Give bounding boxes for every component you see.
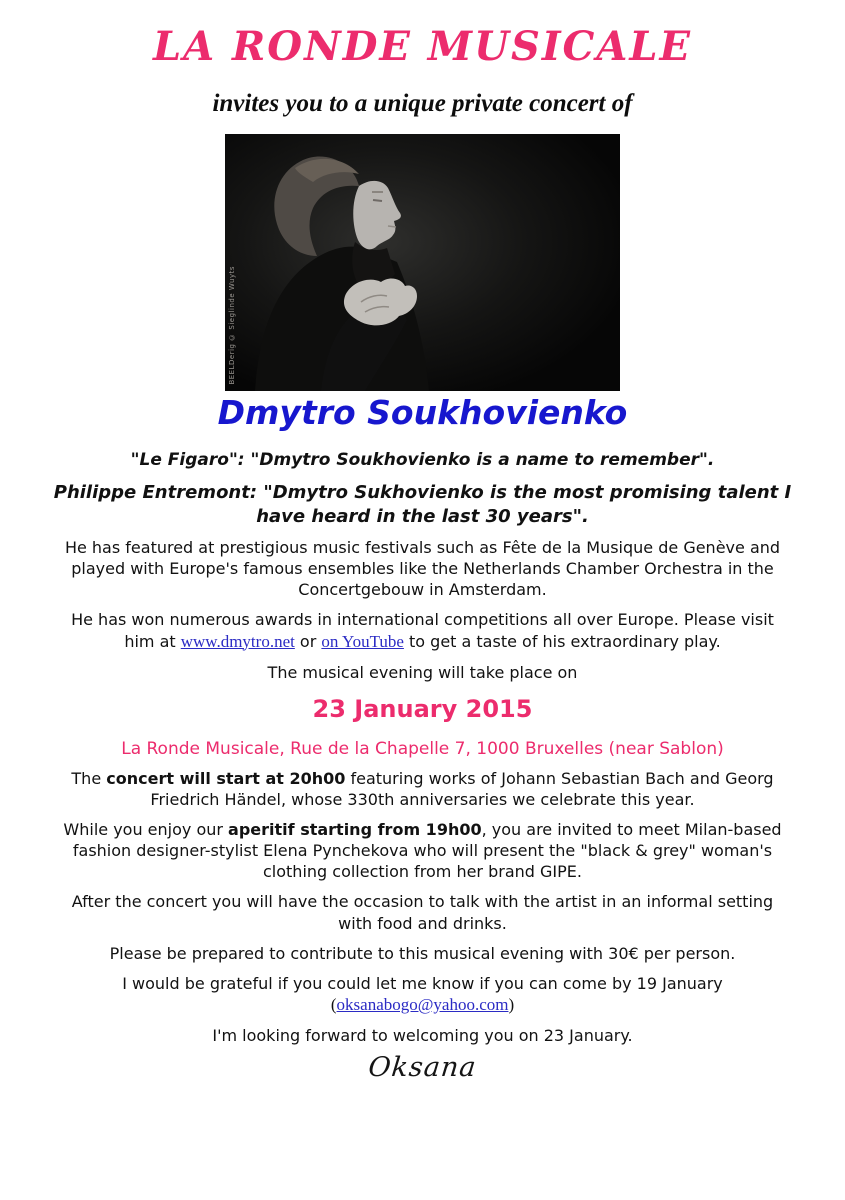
concert-text-post: featuring works of Johann Sebastian Bach and Georg Friedrich Händel, whose 330th anniversaries we celebrate this year. [150, 768, 774, 810]
entremont-quote: Philippe Entremont: "Dmytro Sukhovienko is the most promising talent I have heard in the last 30 years". [53, 482, 792, 527]
aperitif-time-bold: aperitif starting from 19h00 [228, 820, 482, 840]
pianist-portrait-image [225, 134, 620, 391]
rsvp-open-paren: ( [330, 994, 337, 1014]
contribution-paragraph: Please be prepared to contribute to this musical evening with 30€ per person. [109, 943, 736, 963]
concert-text-pre: The [71, 768, 107, 788]
artist-name: Dmytro Soukhovienko [217, 392, 628, 432]
awards-paragraph [57, 609, 789, 653]
photo-credit-watermark: BEELDerig © Sieglinde Wuyts [228, 266, 236, 385]
page-title: LA RONDE MUSICALE [152, 23, 693, 70]
concert-paragraph [57, 768, 789, 810]
event-date: 23 January 2015 [312, 695, 533, 724]
awards-text-post: to get a taste of his extraordinary play. [403, 631, 721, 651]
rsvp-paragraph [57, 973, 789, 1017]
aperitif-text-post: , you are invited to meet Milan-based fashion designer-stylist Elena Pynchekova who will present the "black & grey" woman's clothing collection from her brand GIPE. [72, 820, 782, 882]
figaro-quote: "Le Figaro": "Dmytro Soukhovienko is a name to remember". [130, 450, 715, 471]
page-subtitle: invites you to a unique private concert of [212, 90, 633, 117]
awards-text-pre: He has won numerous awards in international competitions all over Europe. Please visit him at [71, 610, 774, 651]
youtube-link[interactable]: on YouTube [321, 631, 404, 651]
festivals-paragraph: He has featured at prestigious music festivals such as Fête de la Musique de Genève and played with Europe's famous ensembles like the Netherlands Chamber Orchestra in the Concertgebouw in Amsterdam. [64, 538, 781, 600]
closing-paragraph: I'm looking forward to welcoming you on 23 January. [212, 1026, 633, 1046]
email-link[interactable]: oksanabogo@yahoo.com [336, 994, 509, 1014]
rsvp-close-paren: ) [508, 994, 515, 1014]
awards-text-mid: or [294, 631, 322, 651]
dmytro-net-link[interactable]: www.dmytro.net [180, 631, 295, 651]
aperitif-paragraph [57, 819, 789, 882]
rsvp-email-line [57, 994, 789, 1016]
artist-photo [225, 134, 620, 391]
signature: Oksana [366, 1052, 479, 1084]
rsvp-text: I would be grateful if you could let me know if you can come by 19 January [122, 973, 723, 993]
after-concert-paragraph: After the concert you will have the occasion to talk with the artist in an informal setting with food and drinks. [71, 892, 774, 933]
evening-intro: The musical evening will take place on [267, 663, 578, 682]
aperitif-text-pre: While you enjoy our [63, 820, 229, 840]
concert-time-bold: concert will start at 20h00 [106, 768, 346, 788]
event-venue: La Ronde Musicale, Rue de la Chapelle 7, 1000 Bruxelles (near Sablon) [121, 738, 724, 759]
